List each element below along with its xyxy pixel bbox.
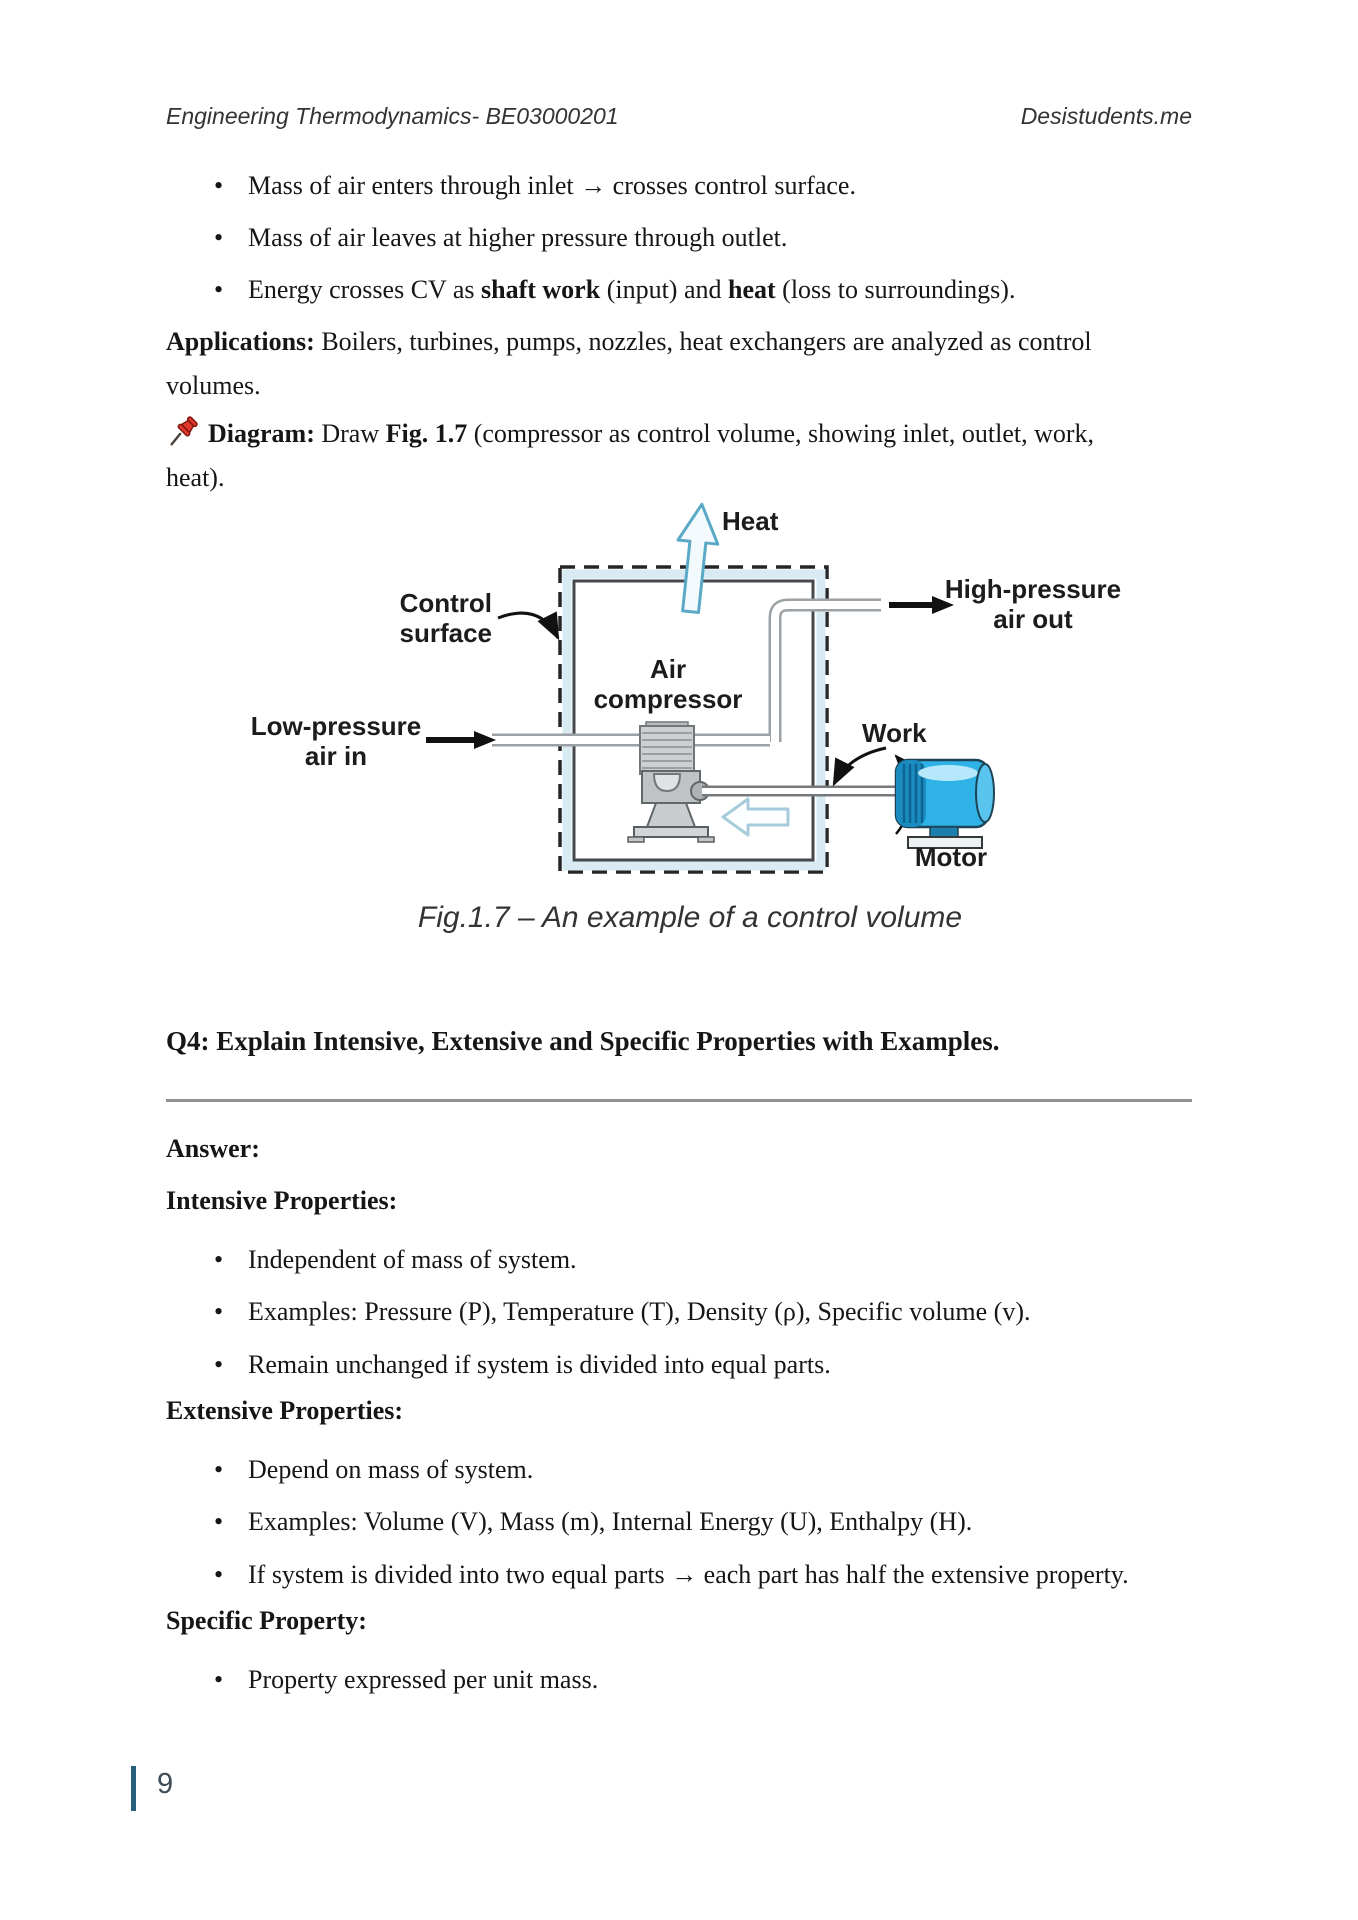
answer-label: Answer: <box>166 1134 260 1163</box>
label-surface: surface <box>399 618 492 648</box>
bullet-mass-inlet: • Mass of air enters through inlet → crosses control surface. <box>166 164 1211 208</box>
extensive-bullet-1: • Depend on mass of system. <box>166 1448 1211 1492</box>
inlet-arrow-icon <box>426 731 496 749</box>
label-compressor: compressor <box>593 684 743 714</box>
specific-bullet-1: • Property expressed per unit mass. <box>166 1658 1211 1702</box>
motor-graphic <box>896 760 994 848</box>
page-header <box>166 103 1192 130</box>
question-4-heading: Q4: Explain Intensive, Extensive and Specific Properties with Examples. <box>166 1026 1000 1056</box>
label-air-out: air out <box>993 604 1073 634</box>
control-surface-pointer-arrow <box>498 613 558 638</box>
bullet-energy-cv: • Energy crosses CV as shaft work (input) and heat (loss to surroundings). <box>166 268 1211 312</box>
label-heat: Heat <box>722 506 779 536</box>
applications-line-1: Applications: Boilers, turbines, pumps, nozzles, heat exchangers are analyzed as control <box>166 327 1092 356</box>
intensive-bullet-3: • Remain unchanged if system is divided into equal parts. <box>166 1343 1211 1387</box>
label-air-in: air in <box>304 741 368 771</box>
label-high-pressure: High-pressure <box>944 574 1122 604</box>
label-low-pressure: Low-pressure <box>250 711 422 741</box>
diagram-note-line-2: heat). <box>166 463 225 492</box>
extensive-bullet-3: • If system is divided into two equal parts → each part has half the extensive property. <box>166 1553 1211 1597</box>
page-number: 9 <box>157 1768 174 1800</box>
figure-control-volume <box>240 490 1140 910</box>
intensive-bullet-1: • Independent of mass of system. <box>166 1238 1211 1282</box>
figure-caption: Fig.1.7 – An example of a control volume <box>417 901 963 934</box>
horizontal-divider <box>166 1099 1192 1102</box>
applications-paragraph <box>166 320 1211 408</box>
label-motor: Motor <box>914 842 988 872</box>
bullet-mass-outlet: • Mass of air leaves at higher pressure through outlet. <box>166 216 1211 260</box>
specific-property-heading: Specific Property: <box>166 1606 367 1635</box>
work-direction-arrow-icon <box>723 799 788 835</box>
intensive-properties-heading: Intensive Properties: <box>166 1186 398 1215</box>
work-pointer-arrow <box>834 748 886 784</box>
control-volume-diagram <box>240 490 1140 910</box>
heat-arrow-icon <box>671 502 722 614</box>
extensive-bullet-2: • Examples: Volume (V), Mass (m), Internal Energy (U), Enthalpy (H). <box>166 1500 1211 1544</box>
page-number-accent-bar <box>131 1766 136 1811</box>
diagram-note-paragraph <box>166 412 1211 500</box>
header-course-title: Engineering Thermodynamics- BE03000201 <box>166 103 619 129</box>
label-work: Work <box>862 718 927 748</box>
applications-line-2: volumes. <box>166 371 261 400</box>
diagram-note-line-1 <box>166 412 1211 456</box>
intensive-bullet-2: • Examples: Pressure (P), Temperature (T), Density (ρ), Specific volume (v). <box>166 1290 1211 1334</box>
extensive-properties-heading: Extensive Properties: <box>166 1396 404 1425</box>
header-site-name: Desistudents.me <box>1020 103 1192 129</box>
pushpin-icon <box>166 414 200 450</box>
label-air: Air <box>649 654 687 684</box>
diagram-note-text-1: Diagram: Draw Fig. 1.7 (compressor as control volume, showing inlet, outlet, work, <box>208 419 1095 448</box>
label-control: Control <box>399 588 492 618</box>
